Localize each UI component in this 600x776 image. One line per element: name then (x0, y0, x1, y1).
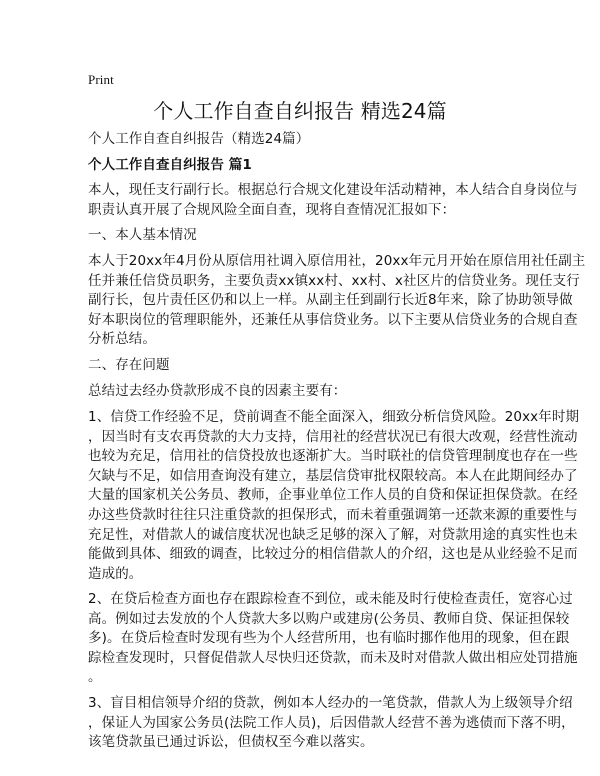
text-line: 总结过去经办贷款形成不良的因素主要有： (88, 383, 347, 399)
text-line: 副行长，包片责任区仍和以上一样。从副主任到副行长近8年来，除了协助领导做 (88, 292, 573, 309)
section-heading-problems (88, 356, 170, 376)
text-line: 踪检查发现时，只督促借款人尽快归还贷款，而未及时对借款人做出相应处罚措施 (88, 649, 578, 666)
problem-item-2 (88, 590, 578, 688)
text-line: 职责认真开展了合规风险全面自查，现将自查情况汇报如下： (88, 201, 456, 218)
text-line: 好本职岗位的管理职能外，还兼任从事信贷业务。以下主要从信贷业务的合规自查 (88, 311, 578, 328)
text-line: 二、存在问题 (88, 357, 170, 373)
text-line: 办这些贷款时往往只注重贷款的担保形式，而未着重强调第一还款来源的重要性与 (88, 506, 578, 523)
problem-item-3 (88, 694, 575, 753)
document-title: 个人工作自查自纠报告 精选24篇 (153, 99, 447, 123)
text-line: 该笔贷款虽已通过诉讼，但债权至今难以落实。 (88, 734, 374, 751)
text-line: 。 (88, 669, 102, 686)
text-line: 也较为充足，信用社的信贷投放也逐渐扩大。当时联社的信贷管理制度也存在一些 (88, 448, 578, 465)
text-line: 分析总结。 (88, 331, 156, 348)
text-line: 本人，现任支行副行长。根据总行合规文化建设年活动精神，本人结合自身岗位与 (88, 182, 578, 198)
text-line: 2、在贷后检查方面也存在跟踪检查不到位，或未能及时行使检查责任，宽容心过 (88, 591, 573, 607)
text-line: ，保证人为国家公务员(法院工作人员)，后因借款人经营不善为逃债而下落不明， (88, 714, 575, 731)
intro-paragraph (88, 181, 578, 220)
text-line: 高。例如过去发放的个人贷款大多以购户或建房(公务员、教师自贷、保证担保较 (88, 610, 570, 627)
text-line: 多)。在贷后检查时发现有些为个人经营所用，也有临时挪作他用的现象，但在跟 (88, 630, 570, 647)
text-line: 3、盲目相信领导介绍的贷款，例如本人经办的一笔贷款，借款人为上级领导介绍 (88, 695, 573, 711)
problem-item-1 (88, 408, 579, 584)
text-line: ，因当时有支农再贷款的大力支持，信用社的经营状况已有很大改观，经营性流动 (88, 428, 578, 445)
text-line: 造成的。 (88, 565, 143, 582)
text-line: 任并兼任信贷员职务，主要负责xx镇xx村、xx村、x社区片的信贷业务。现任支行 (88, 272, 580, 289)
section-heading-basic-info (88, 226, 197, 246)
text-line: 充足性，对借款人的诚信度状况也缺乏足够的深入了解，对贷款用途的真实性也未 (88, 526, 578, 543)
text-line: 1、信贷工作经验不足，贷前调查不能全面深入，细致分析信贷风险。20xx年时期 (88, 409, 580, 425)
text-line: 一、本人基本情况 (88, 227, 197, 243)
text-line: 能做到具体、细致的调查，比较过分的相信借款人的介绍，这也是从业经验不足而 (88, 546, 578, 563)
problems-intro (88, 382, 346, 402)
subtitle: 个人工作自查自纠报告（精选24篇） (88, 131, 310, 147)
text-line: 大量的国家机关公务员、教师，企事业单位工作人员的自贷和保证担保贷款。在经 (88, 487, 578, 504)
basic-info-paragraph (88, 252, 585, 350)
text-line: 本人于20xx年4月份从原信用社调入原信用社，20xx年元月开始在原信用社任副主 (88, 253, 586, 269)
section-heading: 个人工作自查自纠报告 篇1 (88, 157, 252, 173)
print-link[interactable]: Print (88, 72, 114, 87)
text-line: 欠缺与不足，如信用查询没有建立，基层信贷审批权限较高。本人在此期间经办了 (88, 467, 578, 484)
